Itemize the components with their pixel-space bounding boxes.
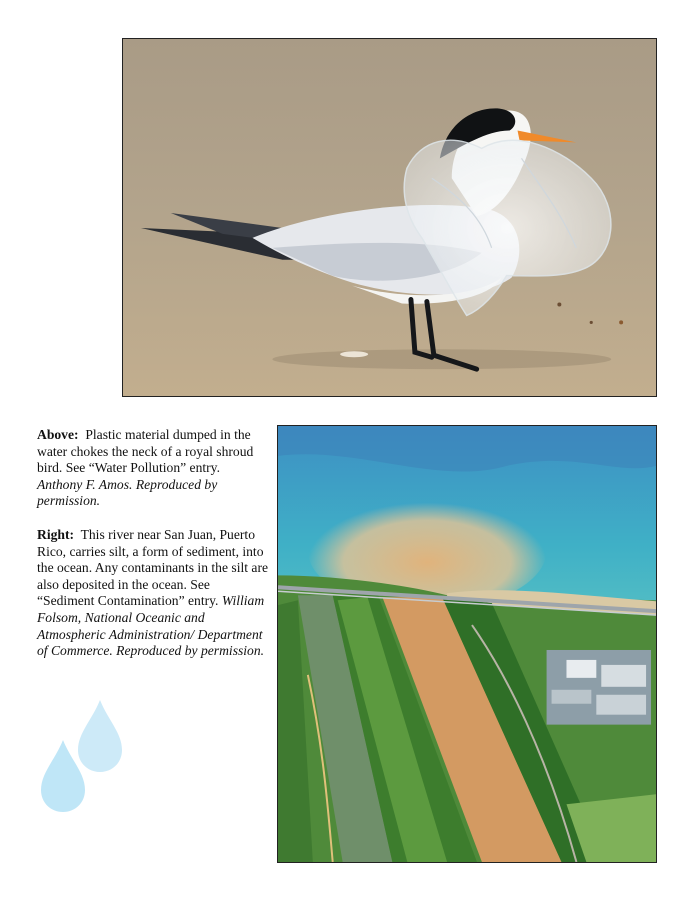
caption-right-text: This river near San Juan, Puerto Rico, carries silt, a form of sediment, into the ocean. Any contaminants in the silt are also deposited in the ocean. See “Sediment Contamination” entry.: [37, 527, 269, 609]
caption-right-credit: William Folsom, National Oceanic and Atmospheric Administration/ Department of Commerce.: [37, 593, 265, 659]
caption-above-permission: Reproduced by permission.: [37, 476, 218, 509]
bird-plastic-photo: [122, 38, 657, 397]
caption-right: [37, 527, 269, 660]
caption-above-text: Plastic material dumped in the water chokes the neck of a royal shroud bird. See “Water Pollution” entry.: [37, 427, 254, 476]
caption-right-label: Right:: [37, 527, 75, 542]
river-photo-illustration: [278, 426, 656, 862]
water-drop-back-icon: [78, 700, 122, 772]
caption-above: [37, 427, 269, 510]
caption-right-permission: Reproduced by permission.: [116, 643, 265, 659]
caption-above-credit: Anthony F. Amos.: [37, 476, 133, 492]
caption-above-label: Above:: [37, 427, 79, 442]
bird-photo-illustration: [123, 39, 656, 396]
water-drops-icon: [30, 695, 140, 815]
river-aerial-photo: [277, 425, 657, 863]
